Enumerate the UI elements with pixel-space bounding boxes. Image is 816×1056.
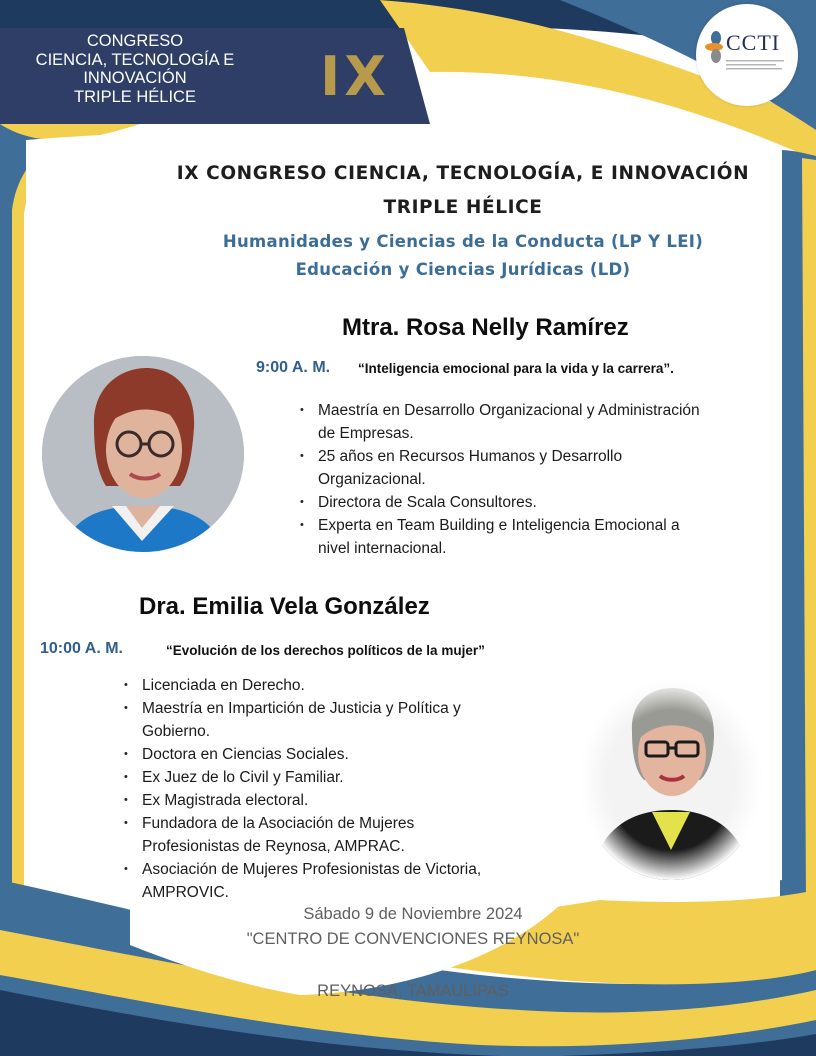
bullet-text: 25 años en Recursos Humanos y Desarrollo [318,448,623,465]
subtitle-line2: Educación y Ciencias Jurídicas (LD) [295,260,631,279]
roman-numeral-logo: IX [320,45,390,108]
speaker-1-photo [42,356,244,552]
list-item [298,399,758,445]
bullet-text: Organizacional. [318,471,426,488]
bullet-text: AMPROVIC. [142,884,229,901]
bullet-text: Profesionistas de Reynosa, AMPRAC. [142,838,405,855]
speaker-1-credentials [298,399,758,560]
speaker-1-portrait [42,356,244,552]
header-line: CIENCIA, TECNOLOGÍA E [35,50,235,69]
header-line: TRIPLE HÉLICE [74,87,196,106]
logo-fine-print [726,58,784,74]
event-city: REYNOSA, TAMAULIPAS [317,982,509,1000]
bullet-text: Maestría en Impartición de Justicia y Política y [142,700,461,717]
speaker-2-talk-title: “Evolución de los derechos políticos de la mujer” [166,643,485,658]
list-item [122,743,542,766]
list-item [122,697,542,743]
bullet-text: Doctora en Ciencias Sociales. [142,746,349,763]
page-title: IX CONGRESO CIENCIA, TECNOLOGÍA, E INNOVACIÓN [176,163,750,184]
bullet-text: Asociación de Mujeres Profesionistas de Victoria, [142,861,482,878]
list-item [298,491,758,514]
bullet-text: Directora de Scala Consultores. [318,494,537,511]
bullet-text: Ex Magistrada electoral. [142,792,309,809]
bullet-text: nivel internacional. [318,540,447,557]
list-item [122,766,542,789]
bullet-text: Gobierno. [142,723,211,740]
ccti-emblem-icon [704,30,728,64]
speaker-2-name: Dra. Emilia Vela González [139,593,430,620]
speaker-2-credentials [122,674,542,904]
list-item [122,858,542,904]
list-item [298,445,758,491]
bullet-text: Ex Juez de lo Civil y Familiar. [142,769,344,786]
page-title-line2: TRIPLE HÉLICE [383,197,543,218]
list-item [122,812,542,858]
ccti-logo-text: CCTI [726,30,781,55]
subtitle-line1: Humanidades y Ciencias de la Conducta (LP Y LEI) [222,232,704,251]
bullet-text: Maestría en Desarrollo Organizacional y Administración [318,402,700,419]
speaker-2-photo [580,680,762,880]
speaker-1-name: Mtra. Rosa Nelly Ramírez [342,314,629,341]
event-venue: "CENTRO DE CONVENCIONES REYNOSA" [246,930,580,948]
bullet-text: Fundadora de la Asociación de Mujeres [142,815,415,832]
speaker-1-time: 9:00 A. M. [256,359,331,376]
header-line: INNOVACIÓN [83,69,187,87]
speaker-1-talk-title: “Inteligencia emocional para la vida y la carrera”. [358,361,674,376]
list-item [122,674,542,697]
header-title-block [10,32,260,106]
speaker-2-portrait [580,680,762,880]
list-item [122,789,542,812]
bullet-text: Experta en Team Building e Inteligencia Emocional a [318,517,680,534]
event-date: Sábado 9 de Noviembre 2024 [303,905,523,923]
bullet-text: de Empresas. [318,425,414,442]
bullet-text: Licenciada en Derecho. [142,677,305,694]
header-line: CONGRESO [86,32,184,50]
speaker-2-time: 10:00 A. M. [40,640,123,657]
list-item [298,514,758,560]
